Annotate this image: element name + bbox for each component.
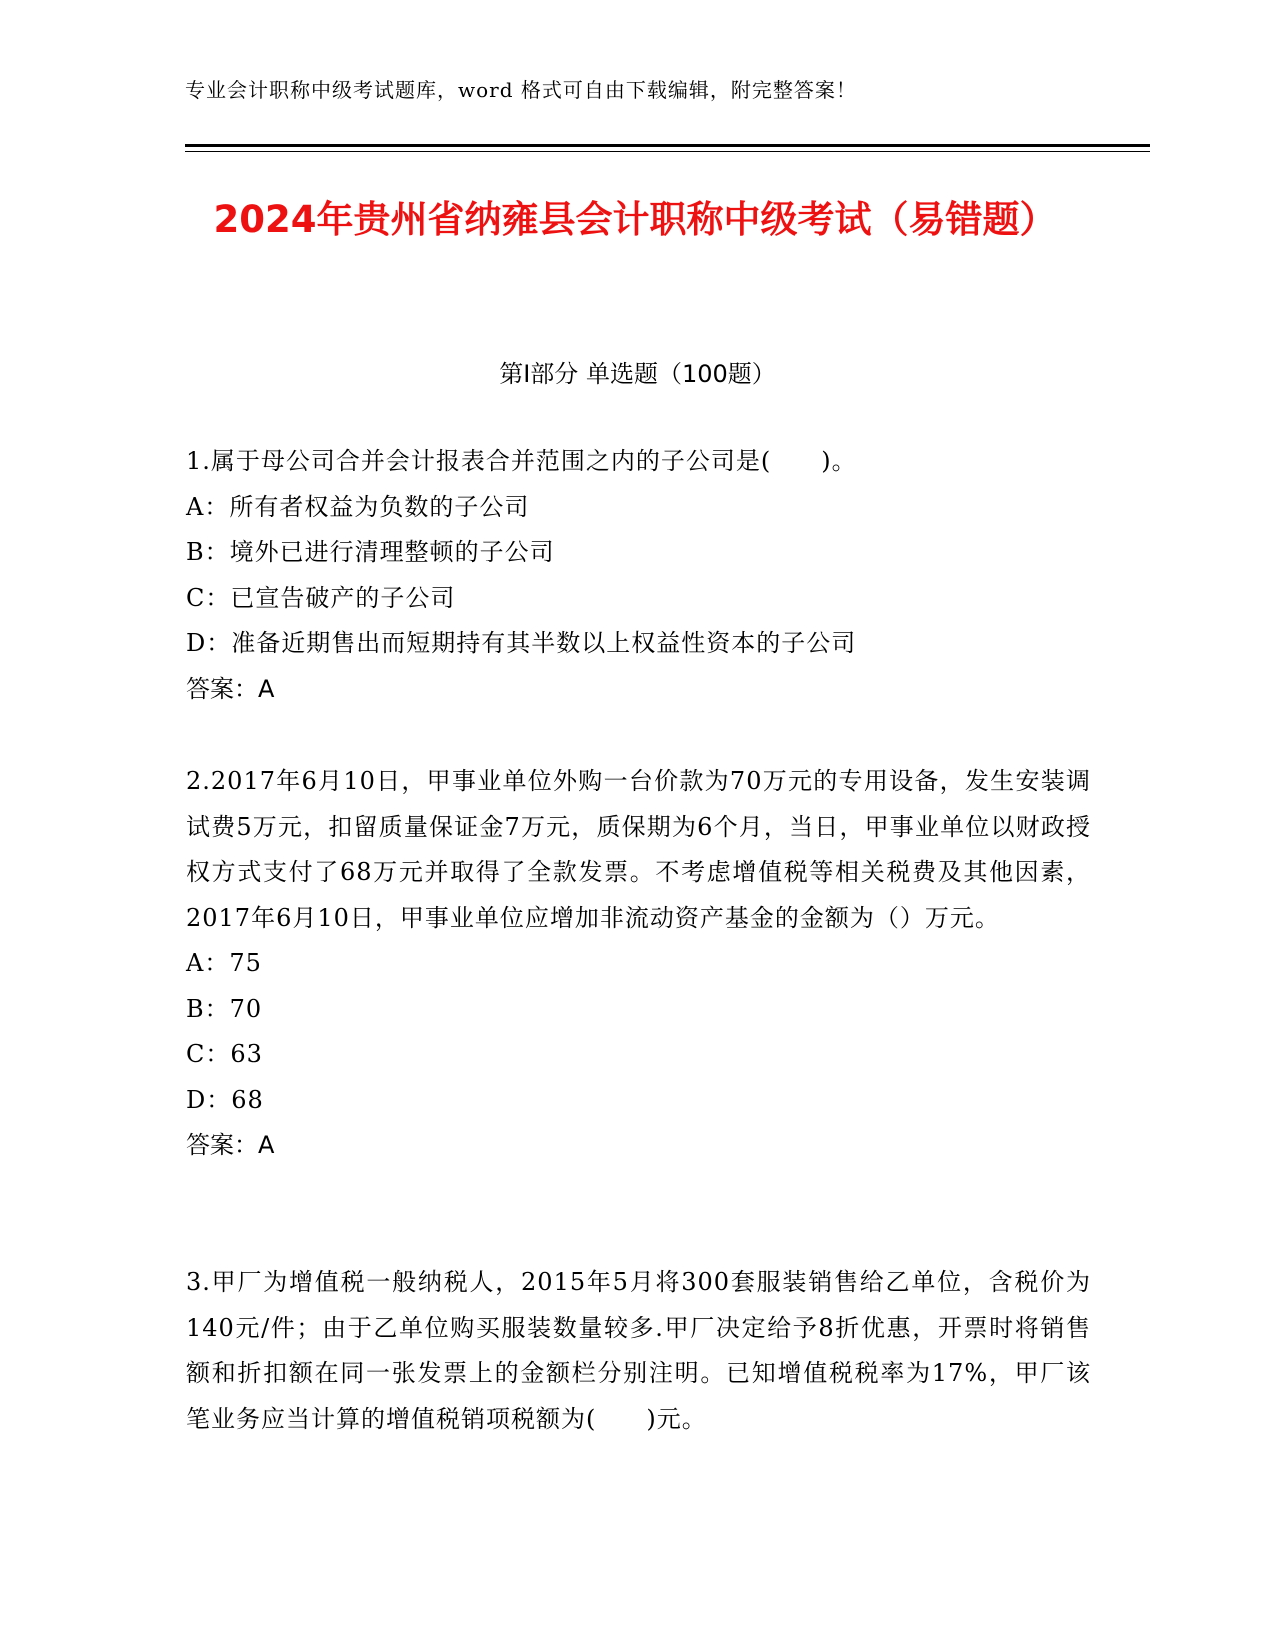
- answer: 答案：A: [186, 674, 275, 703]
- question-2: [186, 759, 1091, 1169]
- option-a: A：所有者权益为负数的子公司: [186, 492, 530, 521]
- answer: 答案：A: [186, 1131, 275, 1159]
- option-c: C：已宣告破产的子公司: [186, 583, 456, 612]
- option-b: B：境外已进行清理整顿的子公司: [186, 538, 555, 566]
- option-a: A：75: [186, 949, 262, 977]
- header-divider-thin: [185, 151, 1150, 152]
- option-b: B：70: [186, 994, 263, 1023]
- document-title: 2024年贵州省纳雍县会计职称中级考试（易错题）: [213, 198, 1057, 241]
- header-note: 专业会计职称中级考试题库，word 格式可自由下载编辑，附完整答案！: [185, 78, 857, 102]
- option-d: D：68: [186, 1085, 264, 1114]
- header-divider-thick: [185, 144, 1150, 147]
- question-3: [186, 1260, 1091, 1442]
- question-stem: 1.属于母公司合并会计报表合并范围之内的子公司是( )。: [186, 447, 857, 475]
- section-title: 第Ⅰ部分 单选题（100题）: [499, 360, 776, 388]
- option-c: C：63: [186, 1040, 263, 1068]
- question-1: [186, 439, 1091, 712]
- question-stem: 3.甲厂为增值税一般纳税人，2015年5月将300套服装销售给乙单位，含税价为140元/件；由于乙单位购买服装数量较多.甲厂决定给予8折优惠，开票时将销售额和折扣额在同一张发票上的金额栏分别注明。已知增值税税率为17%，甲厂该笔业务应当计算的增值税销项税额为( )元。: [186, 1268, 1091, 1433]
- question-stem: 2.2017年6月10日，甲事业单位外购一台价款为70万元的专用设备，发生安装调试费5万元，扣留质量保证金7万元，质保期为6个月，当日，甲事业单位以财政授权方式支付了68万元并取得了全款发票。不考虑增值税等相关税费及其他因素，2017年6月10日，甲事业单位应增加非流动资产基金的金额为（）万元。: [186, 767, 1091, 932]
- option-d: D：准备近期售出而短期持有其半数以上权益性资本的子公司: [186, 629, 857, 657]
